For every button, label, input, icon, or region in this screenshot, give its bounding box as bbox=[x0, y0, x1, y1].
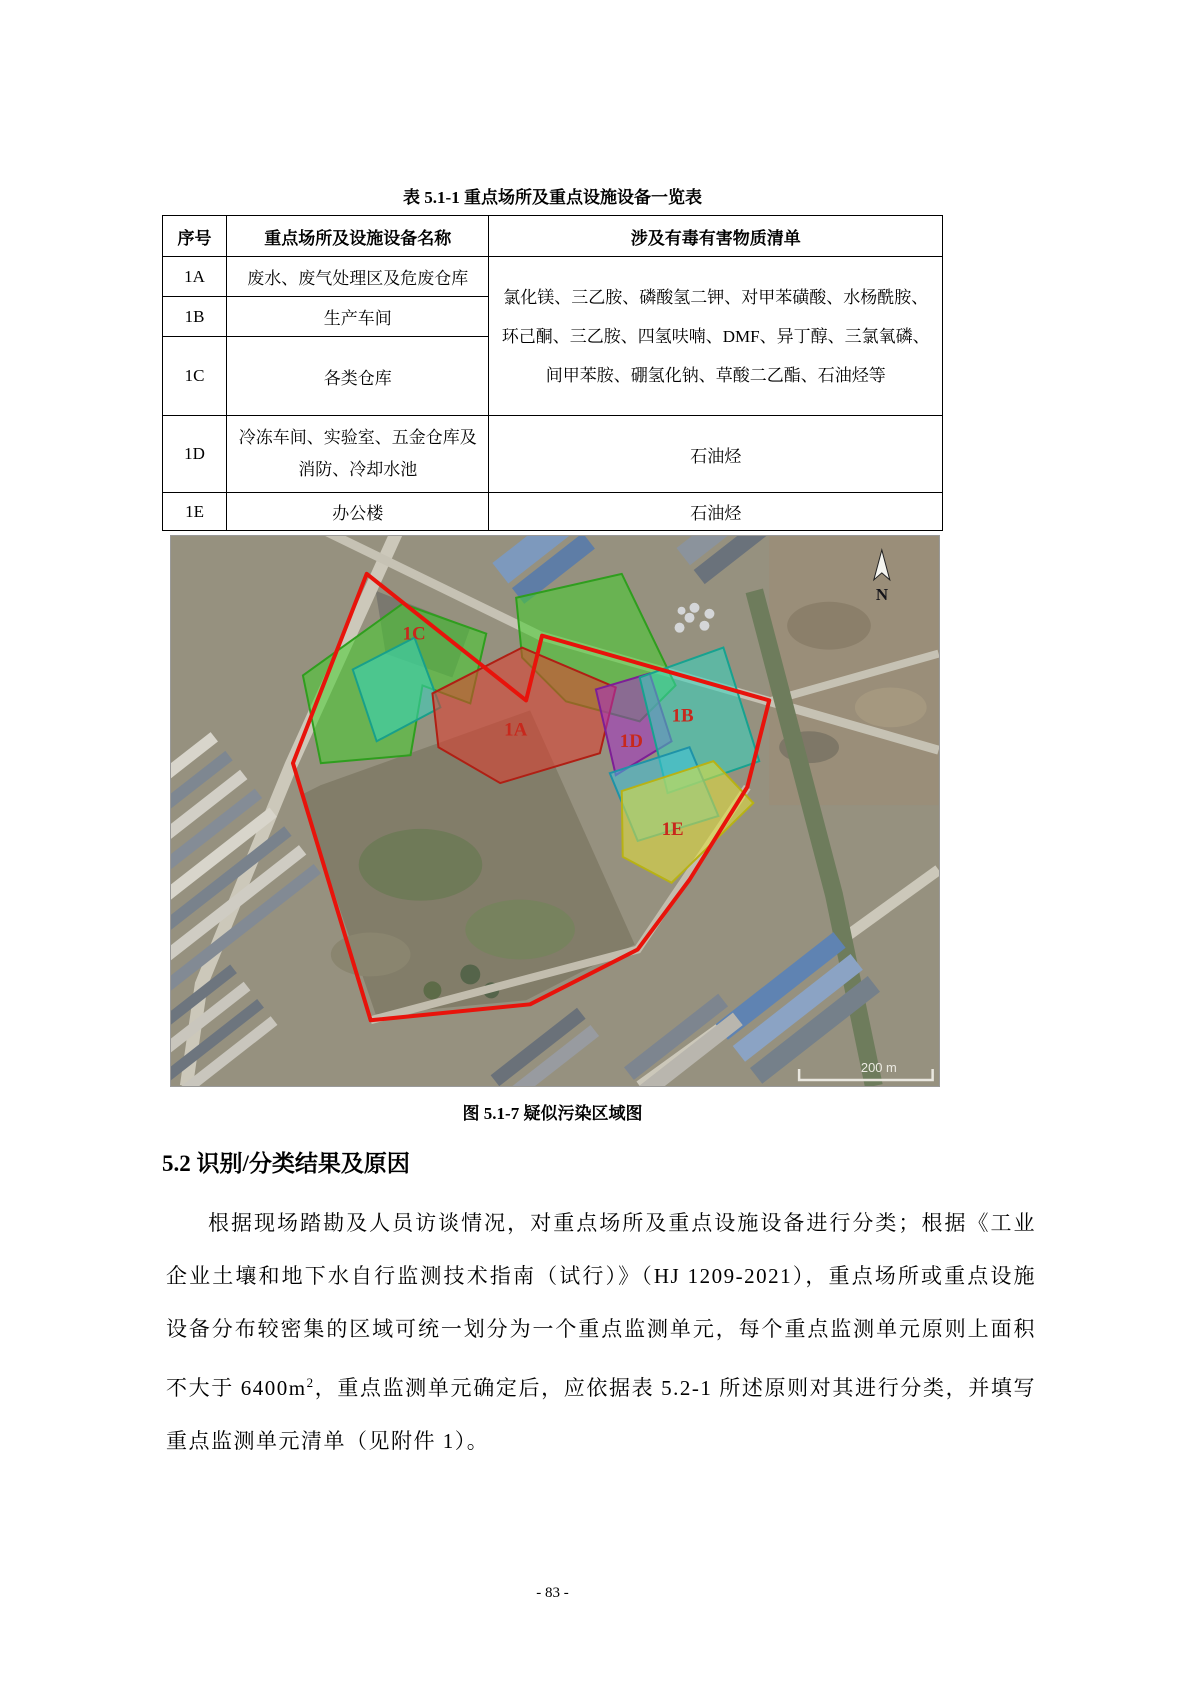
row-name: 废水、废气处理区及危废仓库 bbox=[227, 257, 489, 297]
row-id: 1A bbox=[163, 257, 227, 297]
row-id: 1E bbox=[163, 493, 227, 531]
row-substances: 石油烃 bbox=[489, 416, 943, 493]
paragraph-text: 根据现场踏勘及人员访谈情况，对重点场所及重点设施设备进行分类；根据《工业企业土壤和地下水自行监测技术指南（试行）》（HJ 1209-2021），重点场所或重点设施设备分布较密集的区域可统一划分为一个重点监测单元，每个重点监测单元原则上面积不大于 6400m bbox=[166, 1211, 1036, 1400]
header-name: 重点场所及设施设备名称 bbox=[227, 216, 489, 257]
table-row bbox=[163, 493, 943, 531]
row-id: 1D bbox=[163, 416, 227, 493]
page-number: - 83 - bbox=[536, 1585, 569, 1601]
facilities-table bbox=[162, 215, 943, 531]
zone-label-1c: 1C bbox=[402, 623, 426, 645]
table-row bbox=[163, 257, 943, 297]
row-id: 1C bbox=[163, 337, 227, 416]
tree bbox=[460, 964, 480, 984]
row-id: 1B bbox=[163, 297, 227, 337]
vegetation-patch bbox=[331, 933, 411, 977]
zone-label-1e: 1E bbox=[661, 818, 684, 840]
zone-label-1b: 1B bbox=[671, 705, 694, 727]
north-arrow-label: N bbox=[875, 584, 889, 604]
paragraph-text: ，重点监测单元确定后，应依据表 5.2-1 所述原则对其进行分类，并填写重点监测单元清单（见附件 1）。 bbox=[166, 1376, 1036, 1453]
row-name: 办公楼 bbox=[227, 493, 489, 531]
merged-substances-cell: 氯化镁、三乙胺、磷酸氢二钾、对甲苯磺酸、水杨酰胺、环己酮、三乙胺、四氢呋喃、DMF、异丁醇、三氯氧磷、间甲苯胺、硼氢化钠、草酸二乙酯、石油烃等 bbox=[489, 257, 943, 416]
header-substances: 涉及有毒有害物质清单 bbox=[489, 216, 943, 257]
zone-label-1a: 1A bbox=[504, 719, 528, 741]
page-content bbox=[162, 185, 1038, 1468]
row-name: 冷冻车间、实验室、五金仓库及消防、冷却水池 bbox=[227, 416, 489, 493]
zone-label-1d: 1D bbox=[619, 731, 643, 753]
vegetation-patch bbox=[465, 900, 575, 960]
table-row bbox=[163, 416, 943, 493]
satellite-map bbox=[171, 536, 939, 1086]
tree bbox=[423, 981, 441, 999]
row-name: 各类仓库 bbox=[227, 337, 489, 416]
figure-caption: 图 5.1-7 疑似污染区域图 bbox=[462, 1104, 643, 1123]
row-substances: 石油烃 bbox=[489, 493, 943, 531]
section-heading: 5.2 识别/分类结果及原因 bbox=[162, 1151, 410, 1176]
table-title: 表 5.1-1 重点场所及重点设施设备一览表 bbox=[403, 188, 702, 207]
table-header-row bbox=[163, 216, 943, 257]
satellite-map-figure bbox=[170, 535, 940, 1087]
terrain-blob bbox=[855, 687, 927, 727]
header-id: 序号 bbox=[163, 216, 227, 257]
superscript-2: 2 bbox=[306, 1375, 315, 1390]
terrain-blob bbox=[787, 602, 871, 650]
scale-bar-label: 200 m bbox=[860, 1060, 897, 1076]
row-name: 生产车间 bbox=[227, 297, 489, 337]
body-paragraph bbox=[166, 1197, 1036, 1468]
vegetation-patch bbox=[359, 829, 483, 901]
